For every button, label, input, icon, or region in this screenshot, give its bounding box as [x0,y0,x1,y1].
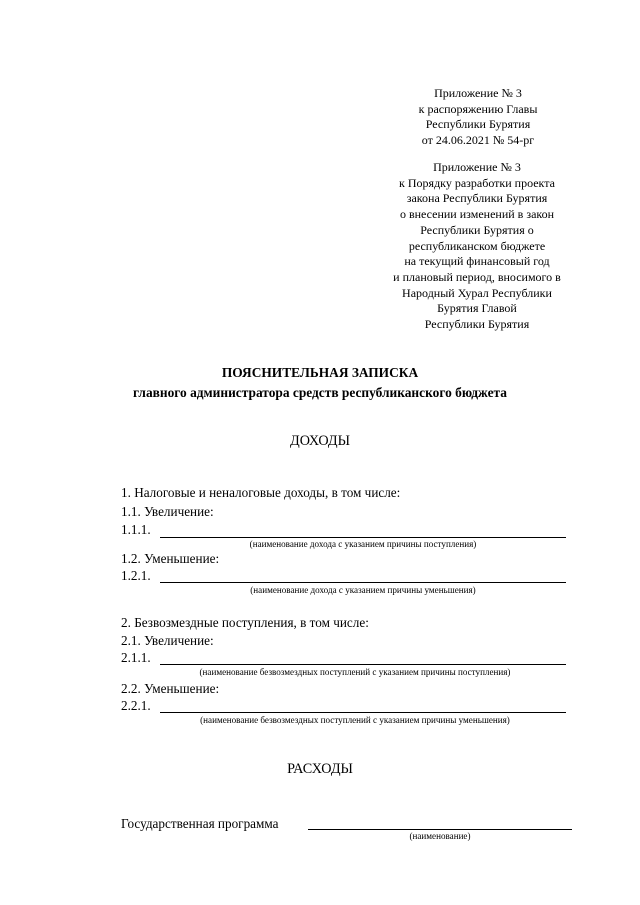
income-item-1: 1. Налоговые и неналоговые доходы, в том числе: [121,485,401,500]
income-item-2-1-1-note: (наименование безвозмездных поступлений с указанием причины поступления) [199,667,511,677]
appendix-line: к Порядку разработки проекта [399,175,555,190]
appendix-line: и плановый период, вносимого в [393,269,561,284]
program-note: (наименование) [409,831,471,841]
appendix-line: республиканском бюджете [408,238,546,253]
appendix-line: от 24.06.2021 № 54-рг [421,133,535,148]
income-item-1-1: 1.1. Увеличение: [121,504,214,519]
income-item-1-2-1-label: 1.2.1. [121,568,151,583]
income-item-2-1: 2.1. Увеличение: [121,633,214,648]
appendix-line: Республики Бурятия [424,317,530,332]
appendix-line: закона Республики Бурятия [406,191,548,206]
income-item-2-2: 2.2. Уменьшение: [121,681,220,696]
income-item-1-2: 1.2. Уменьшение: [121,551,220,566]
income-item-1-2-1-note: (наименование дохода с указанием причины уменьшения) [250,585,476,595]
appendix-block-procedure [370,160,584,333]
income-item-2-1-1-label: 2.1.1. [121,650,151,665]
appendix-line: Народный Хурал Республики [402,285,552,300]
appendix-line: Приложение № 3 [433,160,521,174]
appendix-line: Приложение № 3 [434,86,522,100]
program-label: Государственная программа [121,816,279,831]
appendix-block-order [385,86,571,149]
income-item-2-2-1-blank[interactable] [160,712,566,713]
appendix-line: на текущий финансовый год [404,254,550,269]
appendix-line: к распоряжению Главы [418,101,538,116]
appendix-line: Республики Бурятия [425,117,531,132]
income-item-2-2-1-label: 2.2.1. [121,698,151,713]
income-item-2: 2. Безвозмездные поступления, в том числе: [121,615,369,630]
program-blank[interactable] [308,829,572,830]
income-item-1-1-1-note: (наименование дохода с указанием причины поступления) [249,539,477,549]
income-item-2-2-1-note: (наименование безвозмездных поступлений с указанием причины уменьшения) [200,715,510,725]
income-item-1-2-1-blank[interactable] [160,582,566,583]
income-item-1-1-1-blank[interactable] [160,537,566,538]
appendix-line: Бурятия Главой [437,301,517,316]
income-heading: ДОХОДЫ [290,433,350,449]
appendix-line: Республики Бурятия о [420,222,534,237]
document-subtitle: главного администратора средств республиканского бюджета [133,385,507,400]
expenses-heading: РАСХОДЫ [287,761,353,777]
appendix-line: о внесении изменений в закон [399,207,555,222]
income-item-2-1-1-blank[interactable] [160,664,566,665]
income-item-1-1-1-label: 1.1.1. [121,522,151,537]
document-title: ПОЯСНИТЕЛЬНАЯ ЗАПИСКА [221,365,419,380]
